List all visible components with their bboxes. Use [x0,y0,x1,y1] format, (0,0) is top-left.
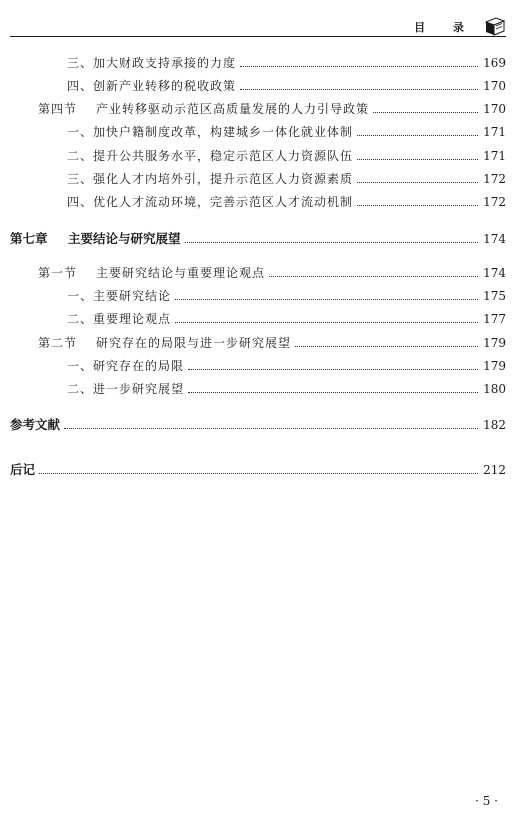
toc-entry-title: 产业转移驱动示范区高质量发展的人力引导政策 [96,102,370,116]
toc-entry-page: 180 [483,382,506,396]
dot-leader [64,427,478,429]
toc-entry-label [67,312,171,326]
header-title: 目 录 [414,21,476,34]
running-header [10,14,506,37]
toc-entry-label [10,418,60,432]
toc-entry-page: 170 [483,79,506,93]
toc-entry-label [67,195,353,209]
toc-entry-title: 研究存在的局限与进一步研究展望 [96,336,292,350]
toc-entry-title: 主要结论与研究展望 [68,231,181,246]
toc-entry-number: 第二节 [38,336,78,350]
toc-entry-title: 后记 [10,462,36,477]
toc-entry-title: 四、创新产业转移的税收政策 [67,79,237,93]
toc-entry-title: 三、强化人才内培外引，提升示范区人力资源素质 [67,172,354,186]
toc-entry-label [67,382,184,396]
toc-entry-title: 二、重要理论观点 [67,312,172,326]
dot-leader [188,368,478,370]
toc-entry-label [38,102,369,116]
toc-entry-page: 177 [483,312,506,326]
toc-entry-page: 174 [483,232,506,246]
toc-entry-section[interactable] [0,332,518,350]
dot-leader [269,275,478,277]
dot-leader [357,134,478,136]
toc-entry-item[interactable] [0,285,518,303]
toc-entry-page: 171 [483,149,506,163]
toc-entry-number: 第四节 [38,102,78,116]
toc-entry-label [10,463,35,477]
toc-entry-title: 一、主要研究结论 [67,289,172,303]
toc-entry-title: 主要研究结论与重要理论观点 [96,266,266,280]
toc-entry-item[interactable] [0,168,518,186]
toc-entry-title: 一、研究存在的局限 [67,359,185,373]
toc-entry-label [38,336,291,350]
toc-entry-item[interactable] [0,121,518,139]
toc-entry-number: 第七章 [10,231,48,246]
toc-entry-label [67,172,353,186]
dot-leader [240,88,478,90]
dot-leader [185,241,478,243]
toc-entry-page: 175 [483,289,506,303]
dot-leader [175,298,478,300]
toc-entry-label [67,289,171,303]
toc-entry-item[interactable] [0,355,518,373]
toc-entry-title: 三、加大财政支持承接的力度 [67,56,237,70]
page-number: · 5 · [475,794,498,808]
toc-entry-item[interactable] [0,191,518,209]
toc-entry-label [67,125,353,139]
toc-entry-title: 参考文献 [10,417,61,432]
toc-entry-page: 170 [483,102,506,116]
toc-entry-page: 179 [483,336,506,350]
toc-entry-label [67,79,236,93]
toc-entry-title: 二、进一步研究展望 [67,382,185,396]
toc-entry-page: 171 [483,125,506,139]
dot-leader [175,321,478,323]
toc-entry-top[interactable] [0,414,518,432]
toc-entry-chapter[interactable] [0,228,518,246]
toc-entry-label [67,359,184,373]
toc-entry-section[interactable] [0,98,518,116]
toc-entry-title: 四、优化人才流动环境，完善示范区人才流动机制 [67,195,354,209]
dot-leader [357,204,478,206]
dot-leader [373,111,478,113]
dot-leader [240,65,478,67]
toc-entry-page: 179 [483,359,506,373]
toc-entry-number: 第一节 [38,266,78,280]
dot-leader [39,472,478,474]
toc-entry-page: 172 [483,172,506,186]
toc-entry-page: 172 [483,195,506,209]
toc-entry-section[interactable] [0,262,518,280]
toc-entry-item[interactable] [0,145,518,163]
toc-entry-item[interactable] [0,75,518,93]
toc-entry-page: 182 [483,418,506,432]
toc-entry-page: 169 [483,56,506,70]
toc-entry-page: 212 [483,463,506,477]
toc-entry-label [10,232,181,246]
toc-entry-item[interactable] [0,308,518,326]
toc-entry-title: 二、提升公共服务水平，稳定示范区人力资源队伍 [67,149,354,163]
toc-entry-label [67,56,236,70]
toc-entry-label [67,149,353,163]
toc-entry-page: 174 [483,266,506,280]
toc-entry-top[interactable] [0,459,518,477]
dot-leader [357,181,478,183]
toc-entry-item[interactable] [0,52,518,70]
toc-entry-title: 一、加快户籍制度改革，构建城乡一体化就业体制 [67,125,354,139]
book-icon [484,14,506,36]
toc-entry-label [38,266,265,280]
toc-entry-item[interactable] [0,378,518,396]
dot-leader [188,391,478,393]
dot-leader [357,158,478,160]
dot-leader [295,345,478,347]
